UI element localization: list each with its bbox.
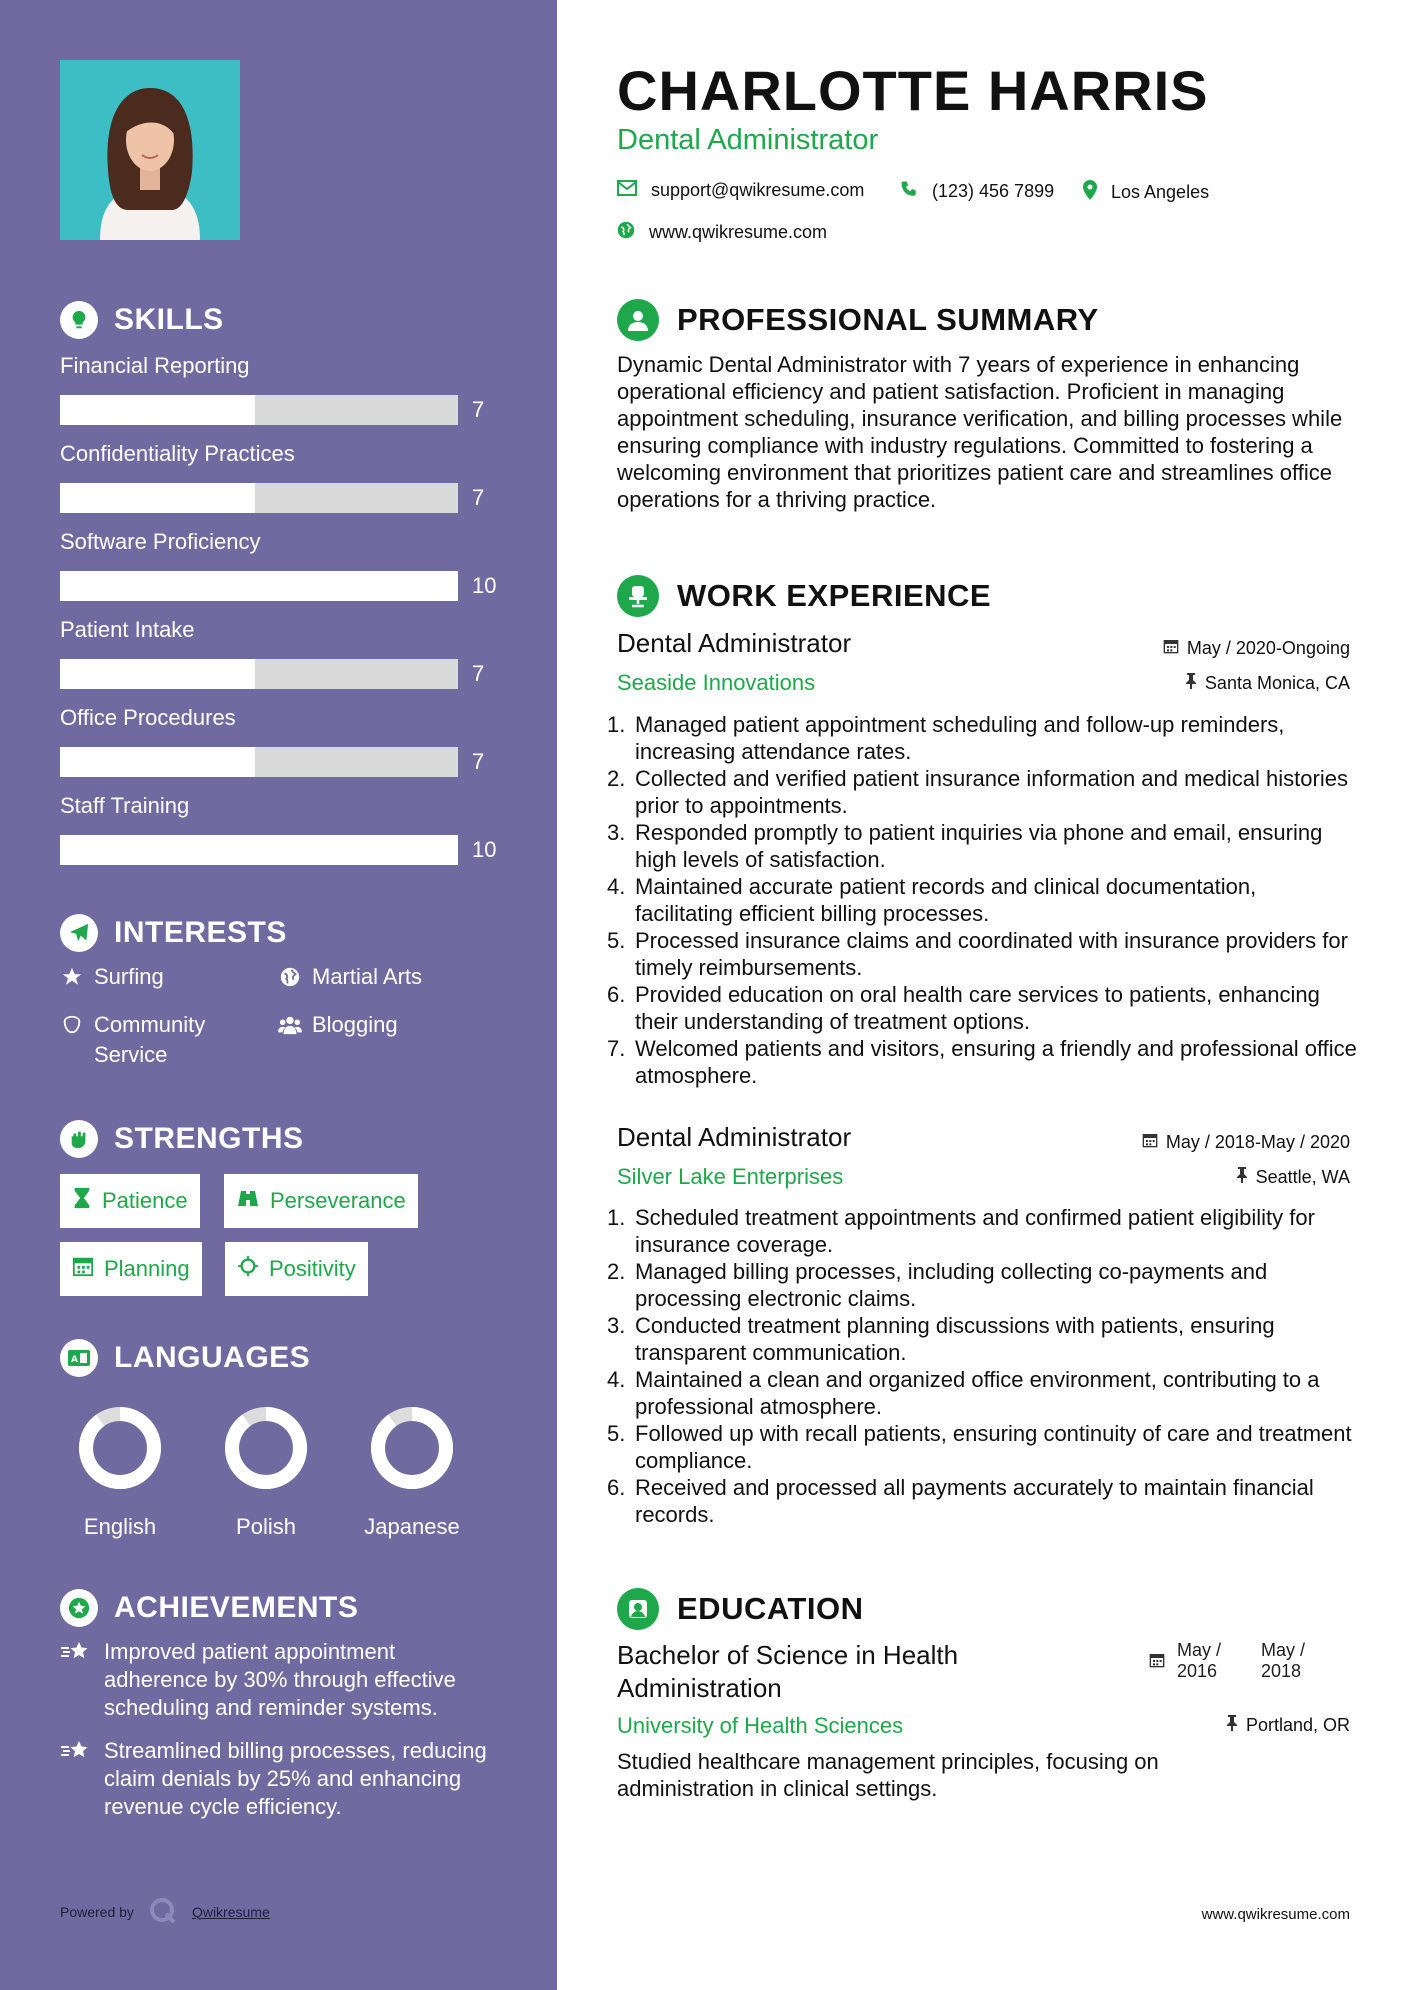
school: University of Health Sciences	[617, 1713, 904, 1738]
interest-item: Blogging	[278, 1010, 398, 1040]
calendar-icon	[1149, 1652, 1165, 1673]
language-icon	[60, 1339, 98, 1377]
calendar-icon	[1142, 1132, 1158, 1153]
map-marker-icon	[1083, 180, 1097, 205]
graduation-icon	[617, 1588, 659, 1630]
skill-bar-fill	[60, 483, 255, 513]
sun-icon	[237, 1255, 259, 1283]
experience-heading: WORK EXPERIENCE	[617, 575, 991, 617]
paper-plane-icon	[60, 914, 98, 952]
binoculars-icon	[236, 1188, 260, 1214]
skill-bar-fill	[60, 747, 255, 777]
skill-value: 7	[472, 749, 485, 774]
star-icon	[60, 962, 84, 992]
language-ring	[224, 1406, 308, 1490]
phone-icon	[900, 180, 918, 203]
shooting-star-icon	[60, 1638, 90, 1722]
language-ring	[78, 1406, 162, 1490]
job-location: Seattle, WA	[1236, 1167, 1350, 1188]
duty-item: Received and processed all payments accurately to maintain financial records.	[635, 1475, 1314, 1527]
contact-website: www.qwikresume.com	[617, 221, 827, 244]
envelope-icon	[617, 180, 637, 201]
sidebar	[0, 0, 557, 1990]
language-item	[352, 1406, 472, 1540]
language-ring	[370, 1406, 454, 1490]
strength-badge: Patience	[60, 1174, 200, 1228]
job-duties	[617, 711, 1357, 1089]
skill-bar-fill	[60, 571, 458, 601]
duty-item: Responded promptly to patient inquiries via phone and email, ensuring high levels of satisfaction.	[635, 820, 1323, 872]
education-heading: EDUCATION	[617, 1588, 863, 1630]
contact-phone: (123) 456 7899	[900, 180, 1054, 203]
strengths-heading: STRENGTHS	[60, 1120, 304, 1158]
user-icon	[617, 299, 659, 341]
interest-item: Surfing	[60, 962, 164, 992]
lightbulb-icon	[60, 301, 98, 339]
skill-item	[60, 353, 500, 422]
calendar-icon	[72, 1255, 94, 1283]
achievements-heading: ACHIEVEMENTS	[60, 1589, 358, 1627]
calendar-icon	[1163, 638, 1179, 659]
skill-bar	[60, 659, 458, 689]
job-role: Dental Administrator	[617, 628, 852, 658]
skill-item	[60, 529, 500, 598]
svg-text:A: A	[71, 1355, 78, 1365]
footer-website[interactable]: www.qwikresume.com	[1201, 1906, 1350, 1923]
qwikresume-link[interactable]: Qwikresume	[191, 1903, 270, 1920]
duty-item: Scheduled treatment appointments and confirmed patient eligibility for insurance coverage.	[635, 1205, 1315, 1257]
star-badge-icon	[60, 1589, 98, 1627]
skill-value: 10	[472, 837, 497, 862]
language-item	[60, 1406, 180, 1540]
skill-name: Staff Training	[60, 793, 190, 818]
interest-item: Martial Arts	[278, 962, 422, 992]
skill-bar-fill	[60, 395, 255, 425]
qwikresume-logo-icon	[148, 1896, 178, 1927]
languages-heading: A LANGUAGES	[60, 1339, 310, 1377]
skill-value: 7	[472, 661, 485, 686]
strength-badge: Planning	[60, 1242, 202, 1296]
skill-bar-fill	[60, 835, 458, 865]
office-chair-icon	[617, 575, 659, 617]
skill-value: 7	[472, 485, 485, 510]
language-name: Japanese	[364, 1514, 460, 1539]
edu-description: Studied healthcare management principles, focusing on administration in clinical settings.	[617, 1749, 1159, 1801]
duty-item: Processed insurance claims and coordinated with insurance providers for timely reimbursements.	[635, 928, 1348, 980]
globe-icon	[278, 962, 302, 992]
skill-value: 7	[472, 397, 485, 422]
skill-value: 10	[472, 573, 497, 598]
duty-item: Managed patient appointment scheduling and follow-up reminders, increasing attendance rates.	[635, 712, 1285, 764]
duty-item: Managed billing processes, including collecting co-payments and processing electronic claims.	[635, 1259, 1268, 1311]
skill-bar	[60, 483, 458, 513]
strength-badge: Perseverance	[224, 1174, 418, 1228]
powered-by: Powered by Qwikresume	[60, 1896, 270, 1927]
language-name: Polish	[236, 1514, 296, 1539]
skill-name: Financial Reporting	[60, 353, 250, 378]
skill-name: Confidentiality Practices	[60, 441, 295, 466]
edu-location: Portland, OR	[1226, 1715, 1350, 1736]
contact-location: Los Angeles	[1083, 180, 1209, 205]
profile-photo	[60, 60, 240, 240]
skill-item	[60, 617, 500, 686]
duty-item: Welcomed patients and visitors, ensuring a friendly and professional office atmosphere.	[635, 1036, 1357, 1088]
job-title: Dental Administrator	[617, 124, 879, 156]
duty-item: Followed up with recall patients, ensuring continuity of care and treatment compliance.	[635, 1421, 1352, 1473]
job-dates: May / 2018-May / 2020	[1142, 1132, 1350, 1153]
skill-item	[60, 705, 500, 774]
job-location: Santa Monica, CA	[1185, 673, 1350, 694]
language-item	[206, 1406, 326, 1540]
fist-icon	[60, 1120, 98, 1158]
duty-item: Conducted treatment planning discussions with patients, ensuring transparent communication.	[635, 1313, 1275, 1365]
skill-bar	[60, 835, 458, 865]
job-dates: May / 2020-Ongoing	[1163, 638, 1350, 659]
language-name: English	[83, 1514, 157, 1539]
users-icon	[278, 1010, 302, 1040]
main-content	[557, 0, 1407, 1990]
shooting-star-icon	[60, 1737, 90, 1821]
edu-start-date: May / 2016	[1177, 1640, 1222, 1681]
duty-item: Collected and verified patient insurance information and medical histories prior to appointments.	[635, 766, 1348, 818]
lemon-icon	[60, 1010, 84, 1040]
strength-badge: Positivity	[225, 1242, 368, 1296]
skill-bar-fill	[60, 659, 255, 689]
achievement-item: Improved patient appointment adherence by 30% through effective scheduling and reminder systems.	[60, 1638, 500, 1722]
hourglass-icon	[72, 1187, 92, 1215]
interests-heading: INTERESTS	[60, 914, 287, 952]
summary-text: Dynamic Dental Administrator with 7 years of experience in enhancing operational efficiency and patient satisfaction. Proficient in managing appointment scheduling, insurance verification, and billing processes while ensuring compliance with industry regulations. Committed to fostering a welcoming environment that prioritizes patient care and streamlines office operations for a thriving practice.	[617, 352, 1343, 512]
achievement-item: Streamlined billing processes, reducing claim denials by 25% and enhancing revenue cycle efficiency.	[60, 1737, 500, 1821]
duty-item: Provided education on oral health care services to patients, enhancing their understanding of treatment options.	[635, 982, 1320, 1034]
degree: Bachelor of Science in Health Administration	[617, 1640, 959, 1703]
globe-icon	[617, 221, 635, 244]
skill-bar	[60, 395, 458, 425]
pin-icon	[1236, 1167, 1248, 1188]
job-company: Seaside Innovations	[617, 670, 816, 695]
skill-name: Software Proficiency	[60, 529, 261, 554]
skill-bar	[60, 747, 458, 777]
duty-item: Maintained a clean and organized office environment, contributing to a professional atmosphere.	[635, 1367, 1320, 1419]
summary-heading: PROFESSIONAL SUMMARY	[617, 299, 1099, 341]
interest-item: Community Service	[60, 1010, 240, 1070]
skill-item	[60, 441, 500, 510]
edu-end-date: May / 2018	[1261, 1640, 1306, 1681]
skill-name: Patient Intake	[60, 617, 195, 642]
contact-email: support@qwikresume.com	[617, 180, 864, 201]
job-duties	[617, 1204, 1357, 1528]
skills-heading: SKILLS	[60, 301, 224, 339]
skill-item	[60, 793, 500, 862]
job-role: Dental Administrator	[617, 1122, 852, 1152]
duty-item: Maintained accurate patient records and clinical documentation, facilitating efficient billing processes.	[635, 874, 1257, 926]
skill-bar	[60, 571, 458, 601]
pin-icon	[1226, 1715, 1238, 1736]
skill-name: Office Procedures	[60, 705, 236, 730]
job-company: Silver Lake Enterprises	[617, 1164, 844, 1189]
pin-icon	[1185, 673, 1197, 694]
candidate-name: CHARLOTTE HARRIS	[617, 59, 1209, 122]
